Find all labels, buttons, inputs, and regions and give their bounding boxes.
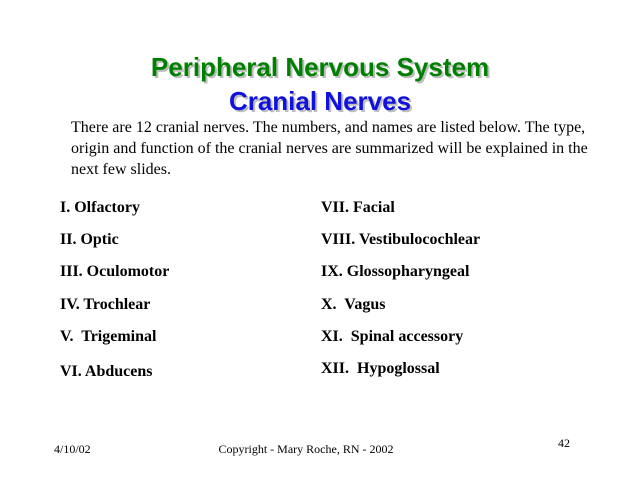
nerve-item-viii: VIII. Vestibulocochlear	[321, 231, 481, 248]
nerve-item-v: V. Trigeminal	[60, 328, 157, 345]
nerve-item-xi: XI. Spinal accessory	[321, 328, 464, 345]
nerve-item-ix: IX. Glossopharyngeal	[321, 263, 470, 280]
page-number: 42	[558, 436, 570, 450]
intro-paragraph: There are 12 cranial nerves. The numbers, and names are listed below. The type, origin and function of the cranial nerves are summarized will be explained in the next few slides.	[71, 119, 588, 178]
nerve-item-vii: VII. Facial	[321, 199, 395, 216]
nerve-item-iv: IV. Trochlear	[60, 296, 151, 313]
footer-date: 4/10/02	[54, 442, 91, 456]
nerve-item-ii: II. Optic	[60, 231, 119, 248]
nerve-item-i: I. Olfactory	[60, 199, 140, 216]
nerve-item-xii: XII. Hypoglossal	[321, 360, 440, 377]
slide-subtitle: Cranial Nerves	[228, 86, 412, 116]
nerve-item-iii: III. Oculomotor	[60, 263, 170, 280]
footer-copyright: Copyright - Mary Roche, RN - 2002	[218, 442, 394, 456]
nerve-item-vi: VI. Abducens	[60, 363, 153, 380]
slide-title: Peripheral Nervous System	[150, 52, 490, 82]
nerve-item-x: X. Vagus	[321, 296, 386, 313]
